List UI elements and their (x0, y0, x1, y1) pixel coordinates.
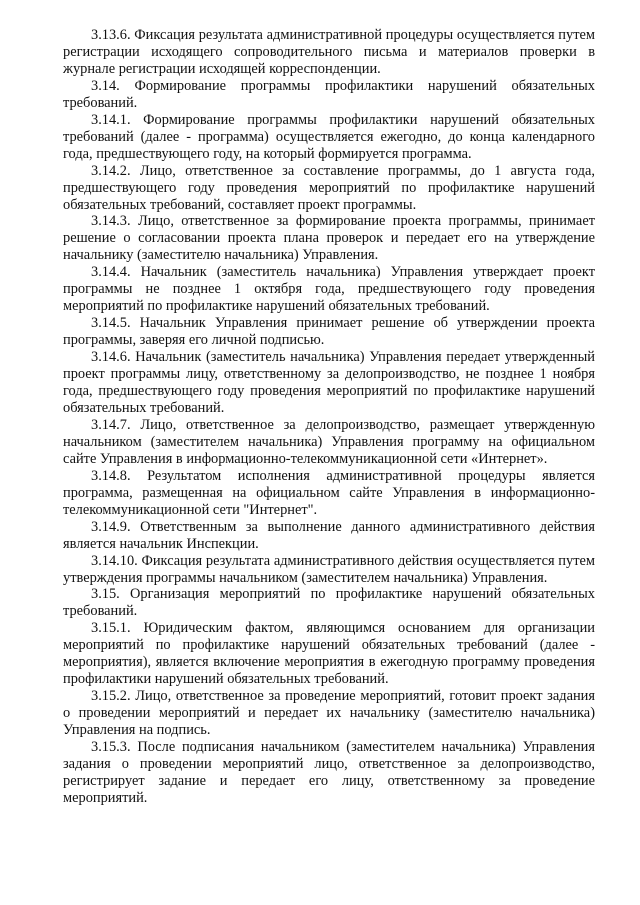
paragraph-3-14-5: 3.14.5. Начальник Управления принимает решение об утверждении проекта программы, заверяя его личной подписью. (63, 315, 595, 349)
paragraph-3-15-2: 3.15.2. Лицо, ответственное за проведение мероприятий, готовит проект задания о проведении мероприятий и передает их начальнику (заместителю начальника) Управления на подпись. (63, 688, 595, 739)
paragraph-3-14-7: 3.14.7. Лицо, ответственное за делопроизводство, размещает утвержденную начальником (заместителем начальника) Управления программу на официальном сайте Управления в информационно-телекоммуникационной сети «Интернет». (63, 416, 595, 467)
paragraph-3-15-1: 3.15.1. Юридическим фактом, являющимся основанием для организации мероприятий по профилактике нарушений обязательных требований (далее - мероприятия), является включение мероприятия в ежегодную программу проведения профилактики нарушений обязательных требований. (63, 620, 595, 688)
paragraph-3-13-6: 3.13.6. Фиксация результата административной процедуры осуществляется путем регистрации исходящего сопроводительного письма и материалов проверки в журнале регистрации исходящей корреспонденции. (63, 27, 595, 77)
paragraph-3-14-10: 3.14.10. Фиксация результата административного действия осуществляется путем утверждения программы начальником (заместителем начальника) Управления. (63, 552, 595, 586)
paragraph-3-14: 3.14. Формирование программы профилактики нарушений обязательных требований. (63, 77, 595, 111)
paragraph-3-15-3: 3.15.3. После подписания начальником (заместителем начальника) Управления задания о проведении мероприятий лицо, ответственное за делопроизводство, регистрирует задание и передает его лицу, ответственному за проведение мероприятий. (63, 739, 595, 806)
paragraph-3-14-6: 3.14.6. Начальник (заместитель начальника) Управления передает утвержденный проект программы лицу, ответственному за делопроизводство, не позднее 1 ноября года, предшествующего году проведения мероприятий по профилактике нарушений обязательных требований. (63, 349, 595, 416)
paragraph-3-14-9: 3.14.9. Ответственным за выполнение данного административного действия является начальник Инспекции. (63, 518, 595, 552)
paragraph-3-15: 3.15. Организация мероприятий по профилактике нарушений обязательных требований. (63, 586, 595, 620)
paragraph-3-14-8: 3.14.8. Результатом исполнения административной процедуры является программа, размещенная на официальном сайте Управления в информационно-телекоммуникационной сети "Интернет". (63, 467, 595, 518)
paragraph-3-14-3: 3.14.3. Лицо, ответственное за формирование проекта программы, принимает решение о согласовании проекта плана проверок и передает его на утверждение начальнику (заместителю начальника) Управления. (63, 213, 595, 264)
paragraph-3-14-4: 3.14.4. Начальник (заместитель начальника) Управления утверждает проект программы не позднее 1 октября года, предшествующего году проведения мероприятий по профилактике нарушений обязательных требований. (63, 264, 595, 315)
paragraph-3-14-1: 3.14.1. Формирование программы профилактики нарушений обязательных требований (далее - программа) осуществляется ежегодно, до конца календарного года, предшествующего году, на который формируется программа. (63, 111, 595, 162)
paragraph-3-14-2: 3.14.2. Лицо, ответственное за составление программы, до 1 августа года, предшествующего году проведения мероприятий по профилактике нарушений обязательных требований, составляет проект программы. (63, 162, 595, 213)
document-page (63, 27, 595, 807)
